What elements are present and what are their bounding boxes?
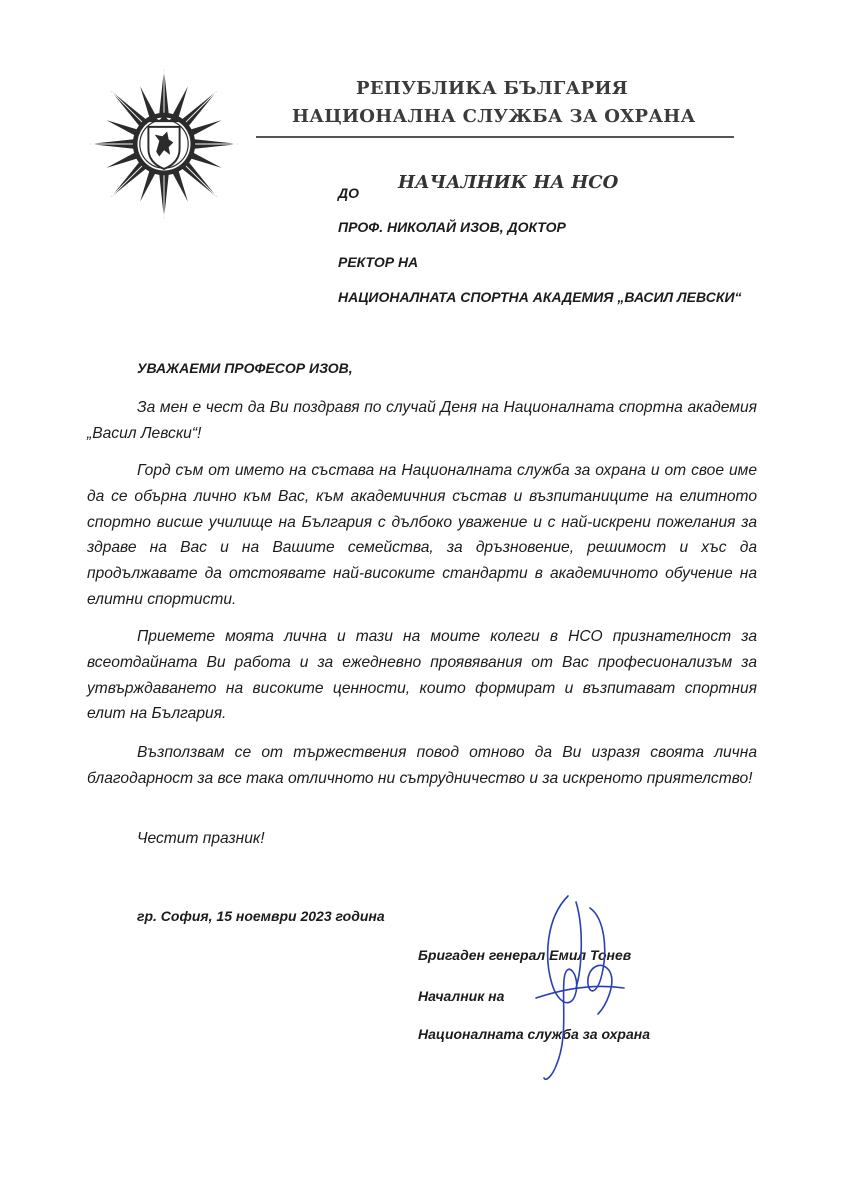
header-agency: НАЦИОНАЛНА СЛУЖБА ЗА ОХРАНА — [292, 106, 696, 127]
header-country: РЕПУБЛИКА БЪЛГАРИЯ — [356, 78, 628, 99]
recipient-position: РЕКТОР НА — [338, 254, 419, 270]
letter-paragraph: Горд съм от името на състава на Националната служба за охрана и от свое име да се обърна лично към Вас, към академичния състав и възпитаниците на елитното спортно висше училище на България с дълбоко уважение и с най-искрени пожелания за здраве на Вас и на Вашите семейства, за дръзновение, решимост и хъс да продължавате да отстоявате най-високите стандарти в академичното обучение на елитни спортисти. — [87, 462, 757, 608]
letter-paragraph: Приемете моята лична и тази на моите колеги в НСО признателност за всеотдайната Ви работа и за ежедневно проявявания от Вас професионализъм за утвърждаването на високите ценности, които формират и възпитават спортния елит на България. — [87, 628, 757, 723]
recipient-institution: НАЦИОНАЛНАТА СПОРТНА АКАДЕМИЯ „ВАСИЛ ЛЕВСКИ“ — [338, 289, 742, 305]
header-divider — [256, 136, 734, 138]
letter-paragraph: За мен е чест да Ви поздравя по случай Деня на Националната спортна академия „Васил Левски“! — [87, 399, 757, 442]
star-emblem-icon — [86, 66, 242, 222]
handwritten-signature-icon — [506, 888, 636, 1088]
signatory-position: Началник на — [418, 988, 505, 1004]
letter-paragraph: Възползвам се от тържествения повод отново да Ви изразя своята лична благодарност за все така отличното ни сътрудничество и за искреното приятелство! — [87, 744, 757, 787]
recipient-do-label: ДО — [338, 185, 359, 201]
sender-title: НАЧАЛНИК НА НСО — [398, 172, 619, 193]
closing-greeting: Честит празник! — [137, 830, 265, 847]
salutation: УВАЖАЕМИ ПРОФЕСОР ИЗОВ, — [137, 360, 353, 376]
signatory-name: Бригаден генерал Емил Тонев — [418, 947, 632, 963]
signatory-agency: Националната служба за охрана — [418, 1026, 651, 1042]
place-date: гр. София, 15 ноември 2023 година — [137, 908, 385, 924]
recipient-name: ПРОФ. НИКОЛАЙ ИЗОВ, ДОКТОР — [338, 219, 566, 235]
